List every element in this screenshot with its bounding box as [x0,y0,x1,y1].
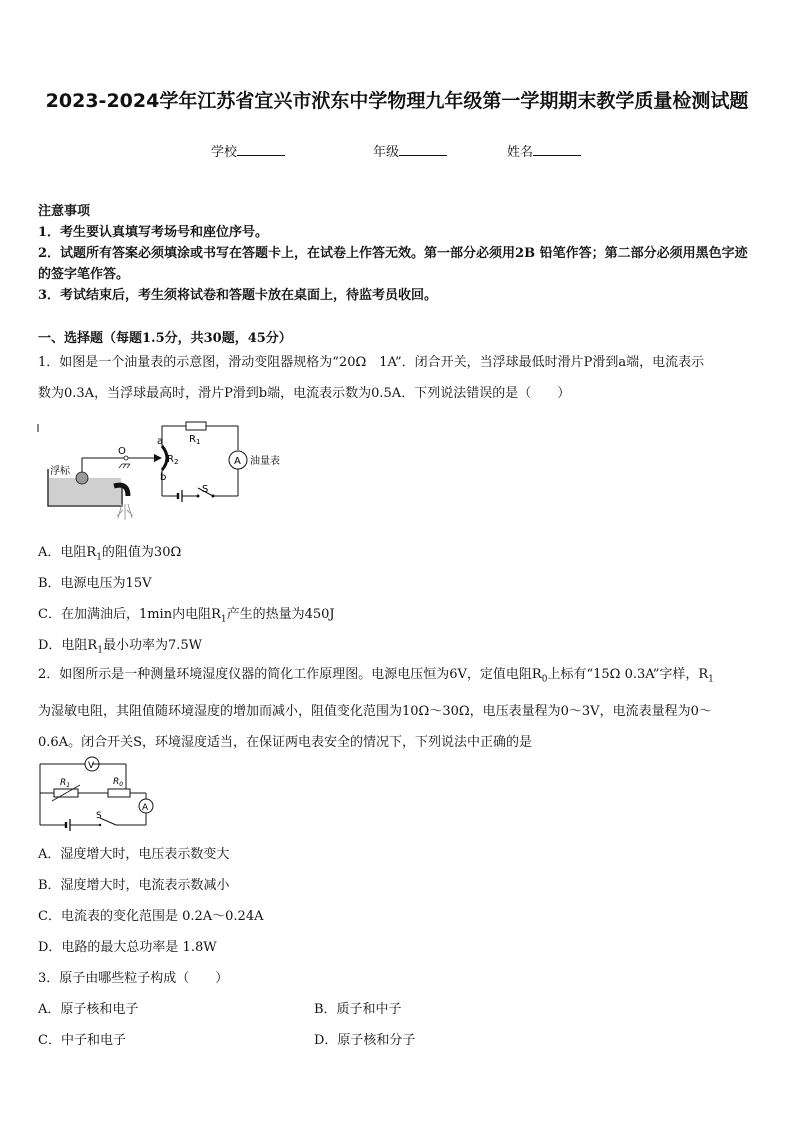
question-2-stem [38,659,760,758]
notice-item-3: 3．考试结束后，考生须将试卷和答题卡放在桌面上，待监考员收回。 [38,288,438,303]
r1-resistor [186,422,206,430]
grade-blank[interactable] [399,143,447,156]
name-field [507,141,581,160]
q1-c-text: C．在加满油后，1min内电阻R [38,607,221,622]
voltmeter-letter: V [88,761,95,771]
q3-option-d[interactable]: D．原子核和分子 [314,1033,416,1048]
float-label: 浮标 [50,466,70,477]
grade-label: 年级 [373,145,400,160]
q2-line-3: 0.6A。闭合开关S，环境湿度适当，在保证两电表安全的情况下，下列说法中正确的是 [38,734,532,750]
q1-option-a[interactable] [38,541,181,563]
r0-fixed-resistor [108,789,130,797]
q1-oil-gauge-diagram [36,416,296,526]
page-title: 2023-2024学年江苏省宜兴市洑东中学物理九年级第一学期期末教学质量检测试题 [45,90,749,112]
name-label: 姓名 [507,145,534,160]
question-3-stem: 3．原子由哪些粒子构成（ ） [38,971,229,986]
q3-option-b[interactable]: B．质子和中子 [314,1002,402,1017]
end-a-label: a [157,436,164,447]
pivot-label: O [118,446,126,457]
q2-line-1: 2．如图所示是一种测量环境湿度仪器的简化工作原理图。电源电压恒为6V，定值电阻$R_0$上标有“15Ω 0.3A”字样，$R_1$ [38,667,714,685]
q2-humidity-circuit-diagram [36,755,166,835]
q2-option-c[interactable]: C．电流表的变化范围是 0.2A～0.24A [38,909,264,924]
q3-option-a[interactable]: A．原子核和电子 [38,1002,139,1017]
q1-line-1: 1．如图是一个油量表的示意图，滑动变阻器规格为“20Ω 1A”．闭合开关，当浮球最低时滑片P滑到a端，电流表示 [38,355,705,370]
q1-line-2: 数为0.3A，当浮球最高时，滑片P滑到b端，电流表示数为0.5A．下列说法错误的是（ ） [38,386,571,401]
notice-item-2: 2．试题所有答案必须填涂或书写在答题卡上，在试卷上作答无效。第一部分必须用2B 铅笔作答；第二部分必须用黑色字迹的签字笔作答。 [38,246,748,282]
q1-c-text-end: 产生的热量为450J [226,607,335,622]
school-blank[interactable] [237,143,285,156]
q1-a-text-end: 的阻值为30Ω [101,545,182,560]
grade-field [373,141,447,160]
r2-label: $R_2$ [167,454,179,466]
notice-item-1: 1．考生要认真填写考场号和座位序号。 [38,225,269,240]
question-1-stem [38,347,760,409]
q1-a-sub: 1 [96,552,102,563]
q1-d-sub: 1 [97,645,103,656]
name-blank[interactable] [533,143,581,156]
q2-option-a[interactable]: A．湿度增大时，电压表示数变大 [38,847,230,862]
notice-heading: 注意事项 [38,204,91,219]
q1-d-text: D．电阻R [38,638,98,653]
q2-option-d[interactable]: D．电路的最大总功率是 1.8W [38,940,217,955]
q2-option-b[interactable]: B．湿度增大时，电流表示数减小 [38,878,230,893]
switch-label: S [202,484,209,495]
q2-line-2: 为湿敏电阻，其阻值随环境湿度的增加而减小，阻值变化范围为10Ω～30Ω，电压表量程为0～3V，电流表量程为0～ [38,703,712,719]
r1-label: $R_1$ [189,434,201,446]
end-b-label: b [160,472,167,483]
q1-d-text-end: 最小功率为7.5W [102,638,202,653]
switch-label-2: S [96,811,102,821]
q1-c-sub: 1 [220,614,227,625]
r0-label: $R_0$ [113,777,124,788]
section-heading: 一、选择题（每题1.5分，共30题，45分） [38,331,292,346]
q3-option-c[interactable]: C．中子和电子 [38,1033,126,1048]
school-label: 学校 [211,145,238,160]
school-field [211,141,285,160]
notice-block [38,201,760,306]
oil-meter-label: 油量表 [250,456,280,467]
ammeter-letter: A [234,456,241,467]
q1-option-b[interactable]: B．电源电压为15V [38,576,152,591]
ammeter-letter-2: A [142,803,149,813]
q1-a-text: A．电阻R [38,545,97,560]
q1-option-d[interactable] [38,634,202,656]
r1-label-2: $R_1$ [60,778,71,789]
q1-option-c[interactable] [38,603,335,625]
